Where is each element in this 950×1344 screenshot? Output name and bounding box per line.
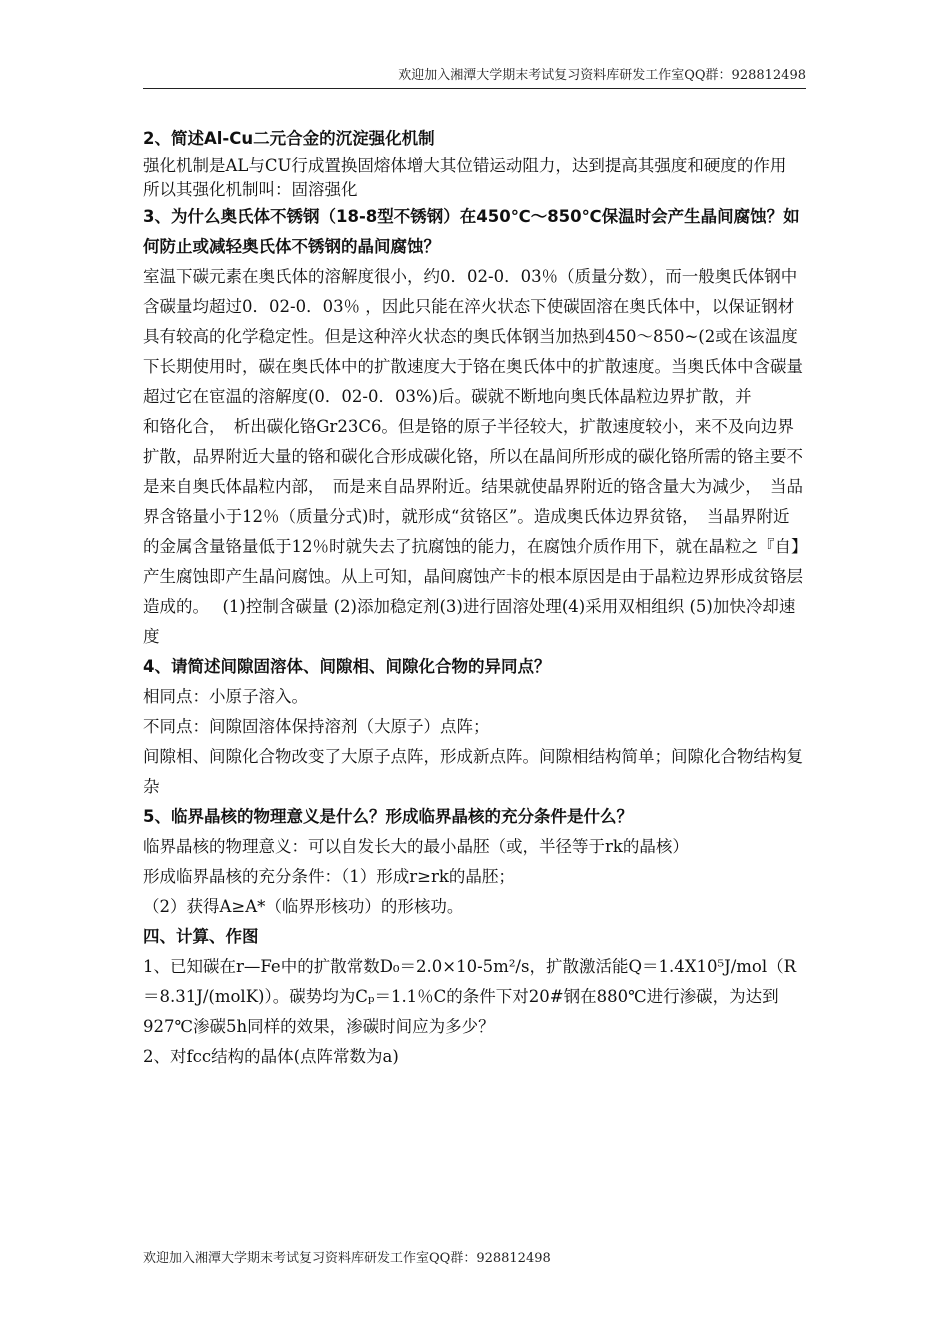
- q2-paragraph-2: 所以其强化机制叫：固溶强化: [143, 180, 358, 199]
- q4-title: 4、请简述间隙固溶体、间隙相、间隙化合物的异同点？: [143, 657, 551, 676]
- page-header: [143, 66, 806, 89]
- q2-paragraph-1: 强化机制是AL与CU行成置换固熔体增大其位错运动阻力，达到提高其强度和硬度的作用: [143, 156, 787, 175]
- q5-paragraph-1: 临界晶核的物理意义：可以自发长大的最小晶胚（或，半径等于rk的晶核）: [143, 837, 689, 856]
- q5-title: 5、临界晶核的物理意义是什么？形成临界晶核的充分条件是什么？: [143, 807, 633, 826]
- q4-paragraph-3: 间隙相、间隙化合物改变了大原子点阵，形成新点阵。间隙相结构简单；间隙化合物结构复杂: [143, 747, 803, 796]
- header-text: 欢迎加入湘潭大学期末考试复习资料库研发工作室QQ群：928812498: [398, 68, 806, 83]
- q5-paragraph-2: 形成临界晶核的充分条件：（1）形成r≥rk的晶胚；: [143, 867, 515, 886]
- page-footer: [143, 1247, 551, 1266]
- q3-paragraph-2: 和铬化合， 析出碳化铬Gr23C6。但是铬的原子半径较大，扩散速度较小，来不及向边界扩散，品界附近大量的铬和碳化合形成碳化铬，所以在晶间所形成的碳化铬所需的铬主要不是来自奥氏体晶粒内部， 而是来自品界附近。结果就使晶界附近的铬含量大为减少， 当品界含铬量小于12％（质量分式)时，就形成“贫铬区”。造成奥氏体边界贫铬， 当晶界附近的金属含量铬量低于12％时就失去了抗腐蚀的能力，在腐蚀介质作用下，就在晶粒之『自】产生腐蚀即产生晶问腐蚀。从上可知，晶间腐蚀产卡的根本原因是由于晶粒边界形成贫铬层造成的。 (1)控制含碳量 (2)添加稳定剂(3)进行固溶处理(4)采用双相组织 (5)加快冷却速度: [143, 417, 803, 646]
- q3-title: 3、为什么奥氏体不锈钢（18-8型不锈钢）在450℃～850℃保温时会产生晶间腐蚀？如何防止或减轻奥氏体不锈钢的晶间腐蚀？: [143, 207, 800, 256]
- q3-paragraph-1: 室温下碳元素在奥氏体的溶解度很小，约0．02-0．03％（质量分数），而一般奥氏体钢中含碳量均超过0．02-0．03％ ，因此只能在淬火状态下使碳固溶在奥氏体中，以保证钢材具有较高的化学稳定性。但是这种淬火状态的奥氏体钢当加热到450～850~(2或在该温度下长期使用时，碳在奥氏体中的扩散速度大于铬在奥氏体中的扩散速度。当奥氏体中含碳量超过它在宦温的溶解度(0．02-0．03%)后。碳就不断地向奥氏体晶粒边界扩散，并: [143, 267, 803, 406]
- q2-title: 2、简述Al-Cu二元合金的沉淀强化机制: [143, 129, 435, 148]
- page-content: [143, 124, 806, 1072]
- q5-paragraph-3: （2）获得A≥A*（临界形核功）的形核功。: [143, 897, 464, 916]
- calc-question-1: 1、已知碳在r—Fe中的扩散常数D₀＝2.0×10-5m²/s，扩散激活能Q＝1.4X10⁵J/mol（R＝8.31J/(molK)）。碳势均为Cₚ＝1.1％C的条件下对20#钢在880℃进行渗碳，为达到927℃渗碳5h同样的效果，渗碳时间应为多少？: [143, 957, 797, 1036]
- section-4-title: 四、计算、作图: [143, 927, 259, 946]
- q4-paragraph-1: 相同点：小原子溶入。: [143, 687, 308, 706]
- calc-question-2: 2、对fcc结构的晶体(点阵常数为a): [143, 1047, 399, 1066]
- footer-text: 欢迎加入湘潭大学期末考试复习资料库研发工作室QQ群：928812498: [143, 1251, 551, 1266]
- q4-paragraph-2: 不同点：间隙固溶体保持溶剂（大原子）点阵；: [143, 717, 490, 736]
